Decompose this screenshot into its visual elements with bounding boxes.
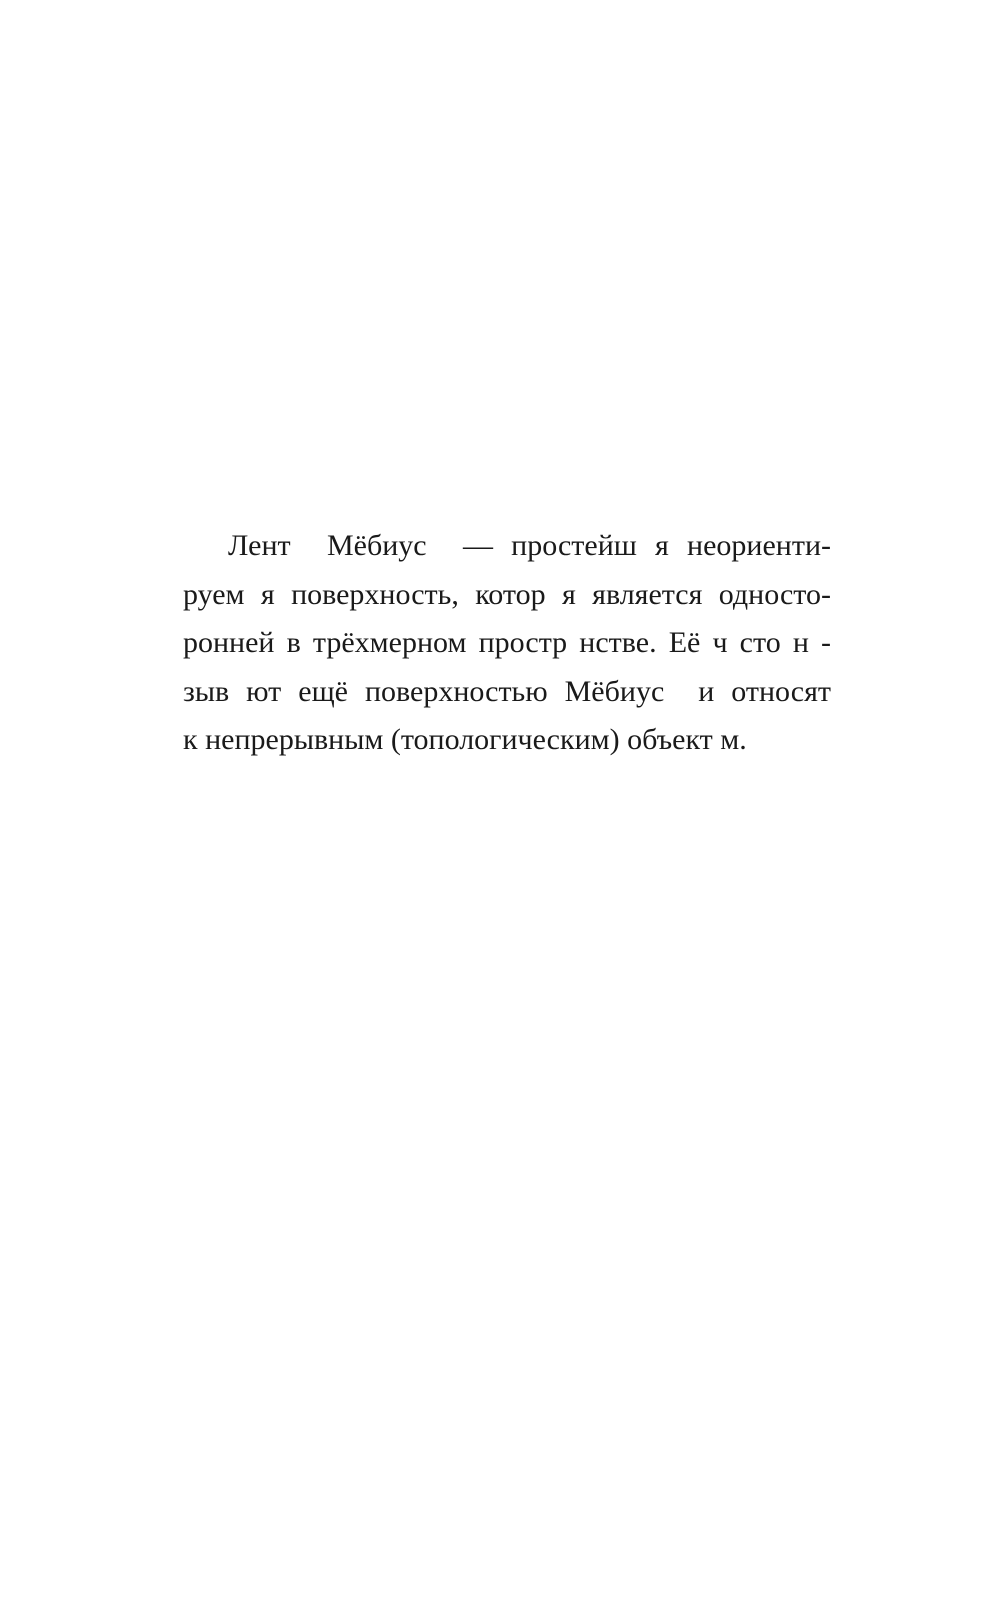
body-paragraph [183, 522, 831, 765]
paragraph-line-5: к непрерывным (топологическим) объект м. [183, 723, 747, 756]
paragraph-line-2: руем я поверхность, котор я является односто- [183, 577, 831, 611]
paragraph-line-4: зыв ют ещё поверхностью Мёбиус и относят [183, 674, 831, 708]
paragraph-line-3: ронней в трёхмерном простр нстве. Её ч сто н - [183, 626, 831, 659]
paragraph-line-1: Лент Мёбиус — простейш я неориенти- [228, 529, 831, 562]
